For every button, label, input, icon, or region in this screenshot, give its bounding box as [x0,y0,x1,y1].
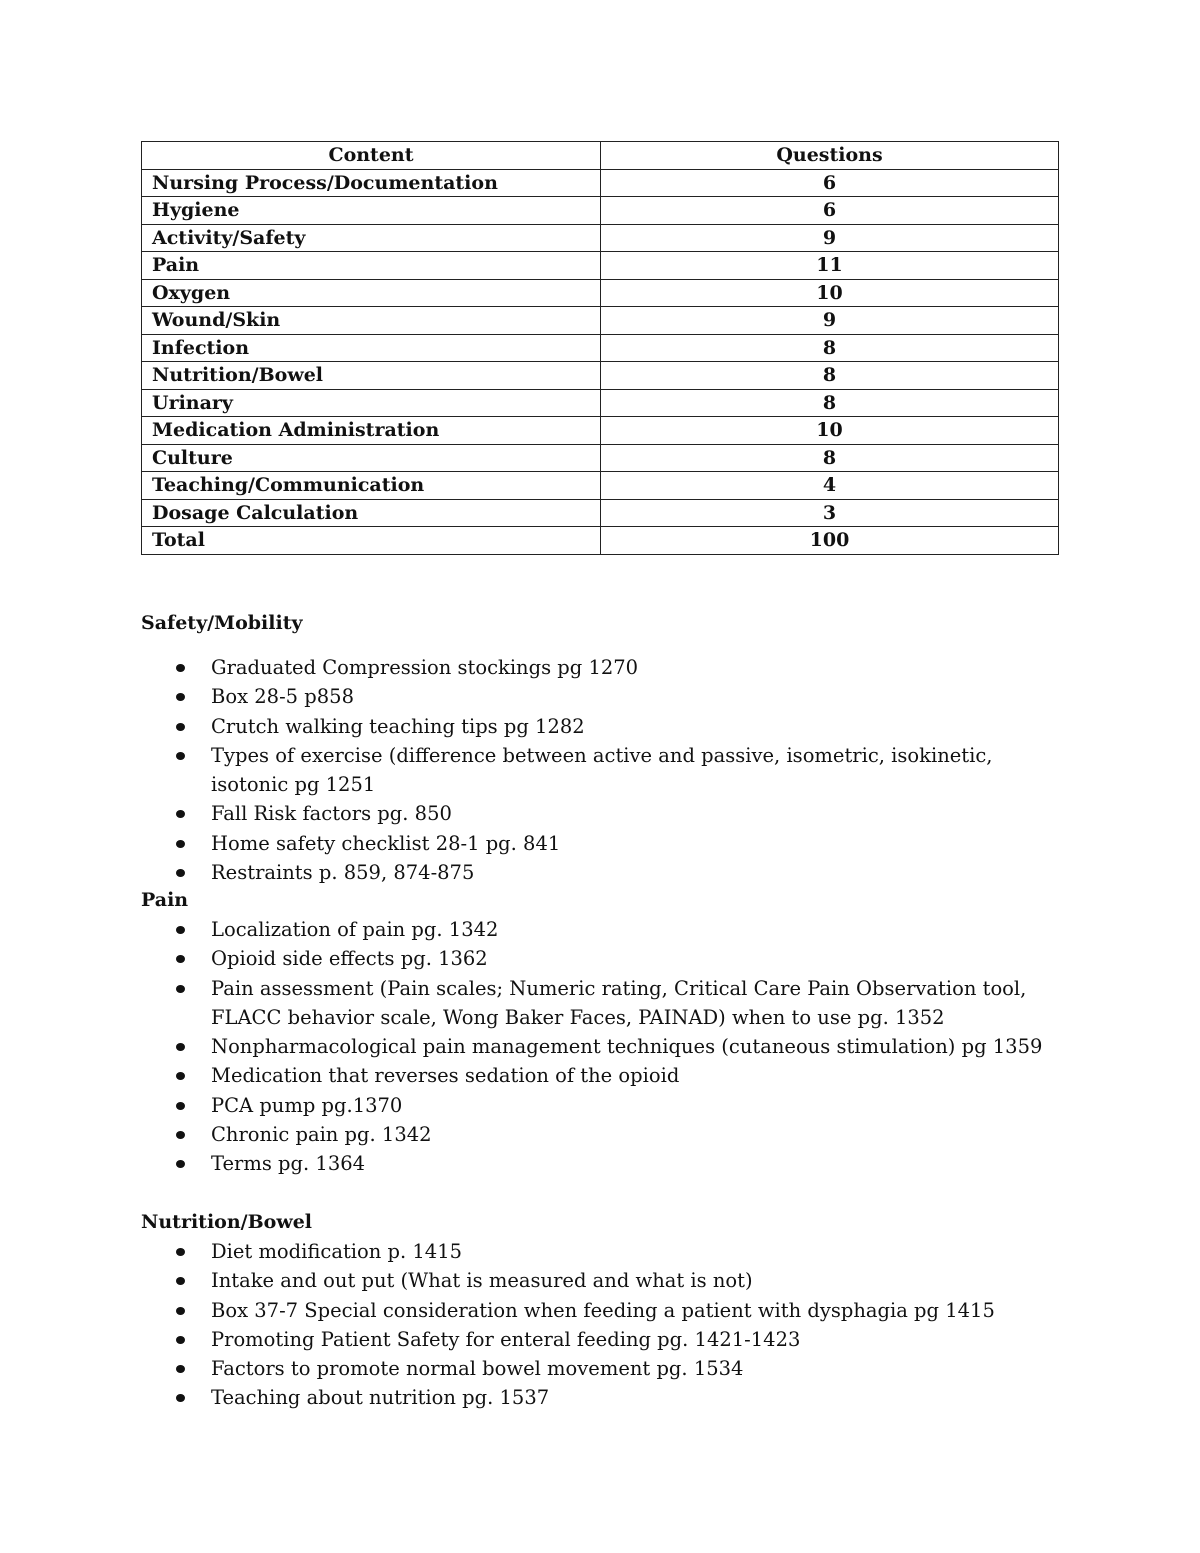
bullet-icon [176,840,185,848]
row-question-count: 6 [601,169,1059,197]
table-row [142,334,1059,362]
list-item [141,974,1061,1033]
row-question-count: 10 [601,279,1059,307]
section-heading-nutrition-bowel: Nutrition/Bowel [141,1211,312,1233]
list-item [141,741,1061,800]
bullet-icon [176,1336,185,1344]
list-item-text: Chronic pain pg. 1342 [211,1123,432,1147]
list-item-text: Graduated Compression stockings pg 1270 [211,656,639,679]
list-item-text: Types of exercise (difference between active and passive, isometric, isokinetic, isotonic pg 1251 [211,743,993,797]
row-question-count: 9 [601,307,1059,335]
bullet-icon [176,1365,185,1373]
table-total-row [142,527,1059,555]
list-item [141,1237,1061,1266]
bullet-icon [176,664,185,672]
row-question-count: 3 [601,499,1059,527]
bullet-icon [176,752,185,760]
row-question-count: 8 [601,444,1059,472]
list-item-text: Restraints p. 859, 874-875 [211,861,475,885]
list-item-text: Teaching about nutrition pg. 1537 [211,1386,550,1410]
row-topic: Oxygen [142,279,601,307]
table-row [142,307,1059,335]
list-item-text: Factors to promote normal bowel movement pg. 1534 [211,1357,744,1381]
row-topic: Hygiene [142,197,601,225]
table-row [142,224,1059,252]
row-question-count: 11 [601,252,1059,280]
row-topic: Medication Administration [142,417,601,445]
exam-blueprint-table [141,141,1059,555]
list-item [141,682,1061,711]
bullet-icon [176,1043,185,1051]
list-item-text: Home safety checklist 28-1 pg. 841 [211,831,561,855]
list-item-text: Diet modification p. 1415 [211,1240,463,1263]
bullet-icon [176,693,185,701]
list-item-text: Nonpharmacological pain management techniques (cutaneous stimulation) pg 1359 [211,1035,1043,1059]
bullet-icon [176,1394,185,1402]
list-item [141,1091,1061,1120]
row-topic: Teaching/Communication [142,472,601,500]
row-question-count: 8 [601,334,1059,362]
list-item-text: Opioid side effects pg. 1362 [211,947,488,971]
header-questions: Questions [601,142,1059,170]
bullet-icon [176,985,185,993]
list-item [141,944,1061,973]
list-item [141,1061,1061,1090]
bullet-icon [176,926,185,934]
total-label: Total [142,527,601,555]
list-item [141,653,1061,682]
bullet-icon [176,1131,185,1139]
bullet-icon [176,1307,185,1315]
list-item [141,1032,1061,1061]
list-item [141,1120,1061,1149]
list-item-text: PCA pump pg.1370 [211,1093,403,1117]
bullet-icon [176,1248,185,1256]
bullet-icon [176,810,185,818]
table-row [142,472,1059,500]
row-topic: Dosage Calculation [142,499,601,527]
table-row [142,362,1059,390]
list-item [141,915,1061,944]
list-item [141,1354,1061,1383]
list-item [141,1296,1061,1325]
bullet-icon [176,1160,185,1168]
table-row [142,169,1059,197]
list-item-text: Promoting Patient Safety for enteral feeding pg. 1421-1423 [211,1327,801,1351]
row-question-count: 8 [601,362,1059,390]
list-item [141,1149,1061,1178]
list-item-text: Medication that reverses sedation of the opioid [211,1064,680,1088]
row-question-count: 4 [601,472,1059,500]
table-row [142,389,1059,417]
bullet-icon [176,1102,185,1110]
list-item-text: Crutch walking teaching tips pg 1282 [211,714,585,738]
safety-mobility-list [141,653,1061,887]
table-row [142,279,1059,307]
row-question-count: 6 [601,197,1059,225]
table-row [142,417,1059,445]
row-topic: Infection [142,334,601,362]
row-question-count: 8 [601,389,1059,417]
table-row [142,197,1059,225]
section-heading-pain: Pain [141,889,189,911]
bullet-icon [176,1072,185,1080]
list-item-text: Terms pg. 1364 [211,1152,366,1176]
pain-list [141,915,1061,1179]
total-question-count: 100 [601,527,1059,555]
list-item-text: Box 28-5 p858 [211,685,354,709]
nutrition-bowel-list [141,1237,1061,1413]
row-topic: Wound/Skin [142,307,601,335]
list-item [141,1266,1061,1295]
row-question-count: 9 [601,224,1059,252]
header-content: Content [142,142,601,170]
row-topic: Pain [142,252,601,280]
row-question-count: 10 [601,417,1059,445]
row-topic: Nutrition/Bowel [142,362,601,390]
table-row [142,499,1059,527]
row-topic: Culture [142,444,601,472]
row-topic: Activity/Safety [142,224,601,252]
list-item-text: Pain assessment (Pain scales; Numeric rating, Critical Care Pain Observation tool, FLACC behavior scale, Wong Baker Faces, PAINAD) when to use pg. 1352 [211,976,1027,1029]
list-item [141,1383,1061,1412]
bullet-icon [176,869,185,877]
bullet-icon [176,723,185,731]
list-item-text: Fall Risk factors pg. 850 [211,802,452,826]
list-item [141,1325,1061,1354]
bullet-icon [176,955,185,963]
list-item-text: Localization of pain pg. 1342 [211,918,499,941]
list-item [141,712,1061,741]
section-heading-safety-mobility: Safety/Mobility [141,612,303,634]
bullet-icon [176,1277,185,1285]
table-row [142,444,1059,472]
row-topic: Nursing Process/Documentation [142,169,601,197]
list-item [141,799,1061,828]
list-item [141,858,1061,887]
list-item-text: Intake and out put (What is measured and what is not) [211,1269,753,1293]
table-row [142,252,1059,280]
list-item [141,829,1061,858]
table-header-row [142,142,1059,170]
list-item-text: Box 37-7 Special consideration when feeding a patient with dysphagia pg 1415 [211,1298,995,1322]
row-topic: Urinary [142,389,601,417]
